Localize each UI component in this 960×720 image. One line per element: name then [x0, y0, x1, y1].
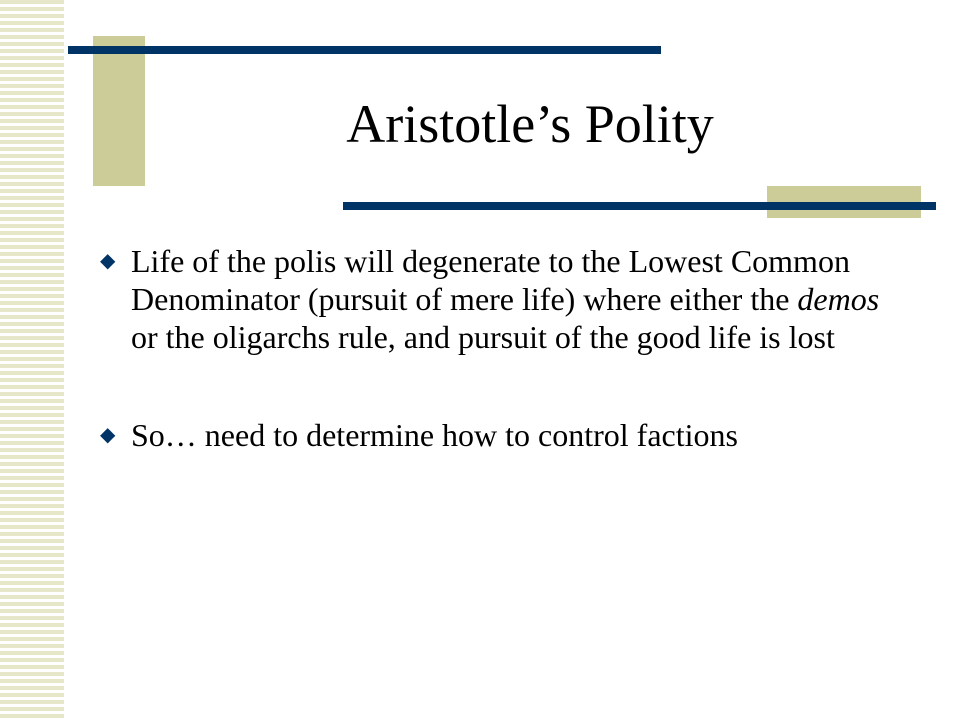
navy-rule-top	[68, 46, 661, 54]
bullet-1-text-end: or the oligarchs rule, and pursuit of the good life is lost	[131, 319, 835, 355]
diamond-bullet-icon: ◆	[100, 250, 116, 272]
tan-accent-block-top	[93, 36, 145, 186]
bullet-item-2	[100, 416, 900, 454]
navy-rule-mid	[343, 202, 936, 210]
bullet-1-emphasis: demos	[797, 281, 880, 317]
bullet-1-text: Life of the polis will degenerate to the Lowest Common Denominator (pursuit of mere life) where either the	[131, 243, 850, 317]
left-stripe-decoration	[0, 0, 68, 720]
bullet-2-text: So… need to determine how to control factions	[131, 417, 738, 453]
bullet-list	[100, 242, 900, 454]
slide-title: Aristotle’s Polity	[346, 94, 714, 154]
bullet-item-1	[100, 242, 900, 356]
diamond-bullet-icon: ◆	[100, 424, 116, 446]
